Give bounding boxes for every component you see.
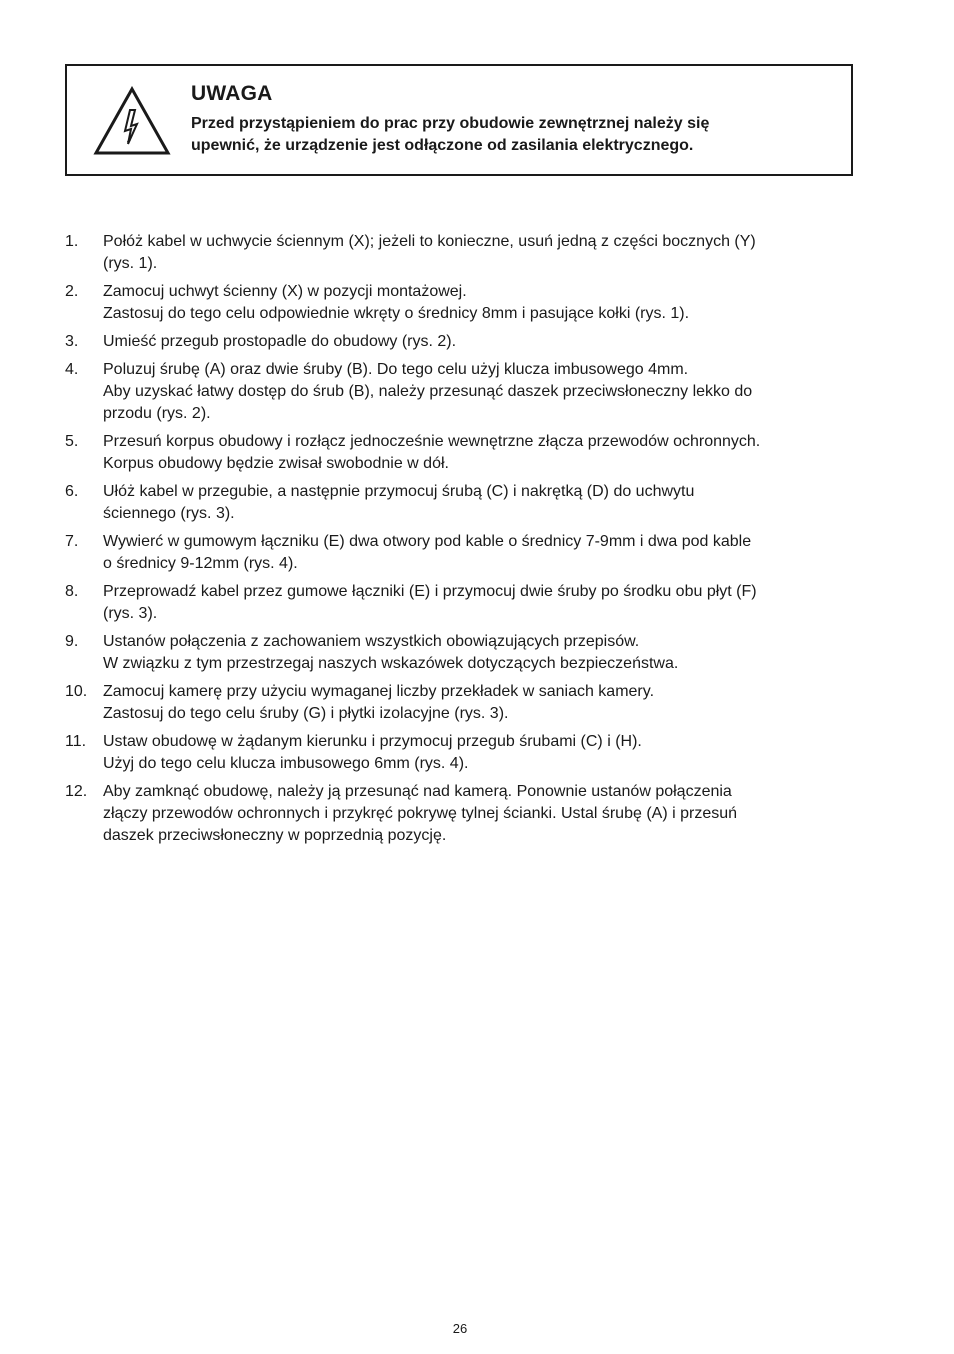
- step-text-line: Przesuń korpus obudowy i rozłącz jednocześnie wewnętrzne złącza przewodów ochronnych.: [103, 433, 761, 450]
- step-2: [65, 281, 865, 325]
- step-10: [65, 681, 865, 725]
- step-number: 11.: [65, 733, 87, 750]
- step-text-line: o średnicy 9-12mm (rys. 4).: [103, 555, 298, 572]
- warning-text-line: upewnić, że urządzenie jest odłączone od zasilania elektrycznego.: [191, 137, 694, 154]
- step-9: [65, 631, 865, 675]
- step-7: [65, 531, 865, 575]
- warning-title: UWAGA: [191, 82, 273, 105]
- step-text-line: daszek przeciwsłoneczny w poprzednią pozycję.: [103, 827, 447, 844]
- step-number: 12.: [65, 783, 88, 800]
- step-5: [65, 431, 865, 475]
- step-text-line: Ułóż kabel w przegubie, a następnie przymocuj śrubą (C) i nakrętką (D) do uchwytu: [103, 483, 695, 500]
- page-number: 26: [452, 1321, 468, 1336]
- step-number: 3.: [65, 333, 79, 350]
- step-number: 8.: [65, 583, 79, 600]
- step-text-line: ściennego (rys. 3).: [103, 505, 235, 522]
- step-number: 6.: [65, 483, 79, 500]
- step-number: 5.: [65, 433, 79, 450]
- step-number: 1.: [65, 233, 79, 250]
- step-text-line: (rys. 3).: [103, 605, 158, 622]
- step-text-line: Połóż kabel w uchwycie ściennym (X); jeżeli to konieczne, usuń jedną z części bocznych (Y): [103, 233, 756, 250]
- step-11: [65, 731, 865, 775]
- warning-text-line: Przed przystąpieniem do prac przy obudowie zewnętrznej należy się: [191, 115, 710, 132]
- step-text-line: Korpus obudowy będzie zwisał swobodnie w dół.: [103, 455, 449, 472]
- step-1: [65, 231, 865, 275]
- step-text-line: Przeprowadź kabel przez gumowe łączniki (E) i przymocuj dwie śruby po środku obu płyt (F): [103, 583, 757, 600]
- step-text-line: Użyj do tego celu klucza imbusowego 6mm (rys. 4).: [103, 755, 469, 772]
- step-number: 9.: [65, 633, 79, 650]
- step-12: [65, 781, 865, 847]
- step-4: [65, 359, 865, 425]
- step-text-line: złączy przewodów ochronnych i przykręć pokrywę tylnej ścianki. Ustal śrubę (A) i przesuń: [103, 805, 738, 822]
- step-number: 10.: [65, 683, 88, 700]
- high-voltage-warning-icon: [93, 86, 171, 156]
- step-6: [65, 481, 865, 525]
- step-text-line: Aby uzyskać łatwy dostęp do śrub (B), należy przesunąć daszek przeciwsłoneczny lekko do: [103, 383, 753, 400]
- step-text-line: Zamocuj uchwyt ścienny (X) w pozycji montażowej.: [103, 283, 467, 300]
- step-text-line: Umieść przegub prostopadle do obudowy (rys. 2).: [103, 333, 457, 350]
- step-text-line: Aby zamknąć obudowę, należy ją przesunąć nad kamerą. Ponownie ustanów połączenia: [103, 783, 732, 800]
- step-text-line: Ustaw obudowę w żądanym kierunku i przymocuj przegub śrubami (C) i (H).: [103, 733, 642, 750]
- warning-text: [191, 113, 831, 157]
- warning-box: [65, 64, 853, 176]
- step-text-line: Zastosuj do tego celu odpowiednie wkręty o średnicy 8mm i pasujące kołki (rys. 1).: [103, 305, 690, 322]
- step-text-line: W związku z tym przestrzegaj naszych wskazówek dotyczących bezpieczeństwa.: [103, 655, 679, 672]
- step-text-line: Zamocuj kamerę przy użyciu wymaganej liczby przekładek w saniach kamery.: [103, 683, 655, 700]
- step-text-line: Ustanów połączenia z zachowaniem wszystkich obowiązujących przepisów.: [103, 633, 640, 650]
- step-8: [65, 581, 865, 625]
- step-text-line: przodu (rys. 2).: [103, 405, 211, 422]
- instruction-steps: [65, 231, 865, 853]
- step-text-line: Poluzuj śrubę (A) oraz dwie śruby (B). Do tego celu użyj klucza imbusowego 4mm.: [103, 361, 689, 378]
- step-3: [65, 331, 865, 353]
- step-text-line: (rys. 1).: [103, 255, 158, 272]
- step-number: 7.: [65, 533, 79, 550]
- step-number: 2.: [65, 283, 79, 300]
- step-number: 4.: [65, 361, 79, 378]
- step-text-line: Zastosuj do tego celu śruby (G) i płytki izolacyjne (rys. 3).: [103, 705, 509, 722]
- step-text-line: Wywierć w gumowym łączniku (E) dwa otwory pod kable o średnicy 7-9mm i dwa pod kable: [103, 533, 752, 550]
